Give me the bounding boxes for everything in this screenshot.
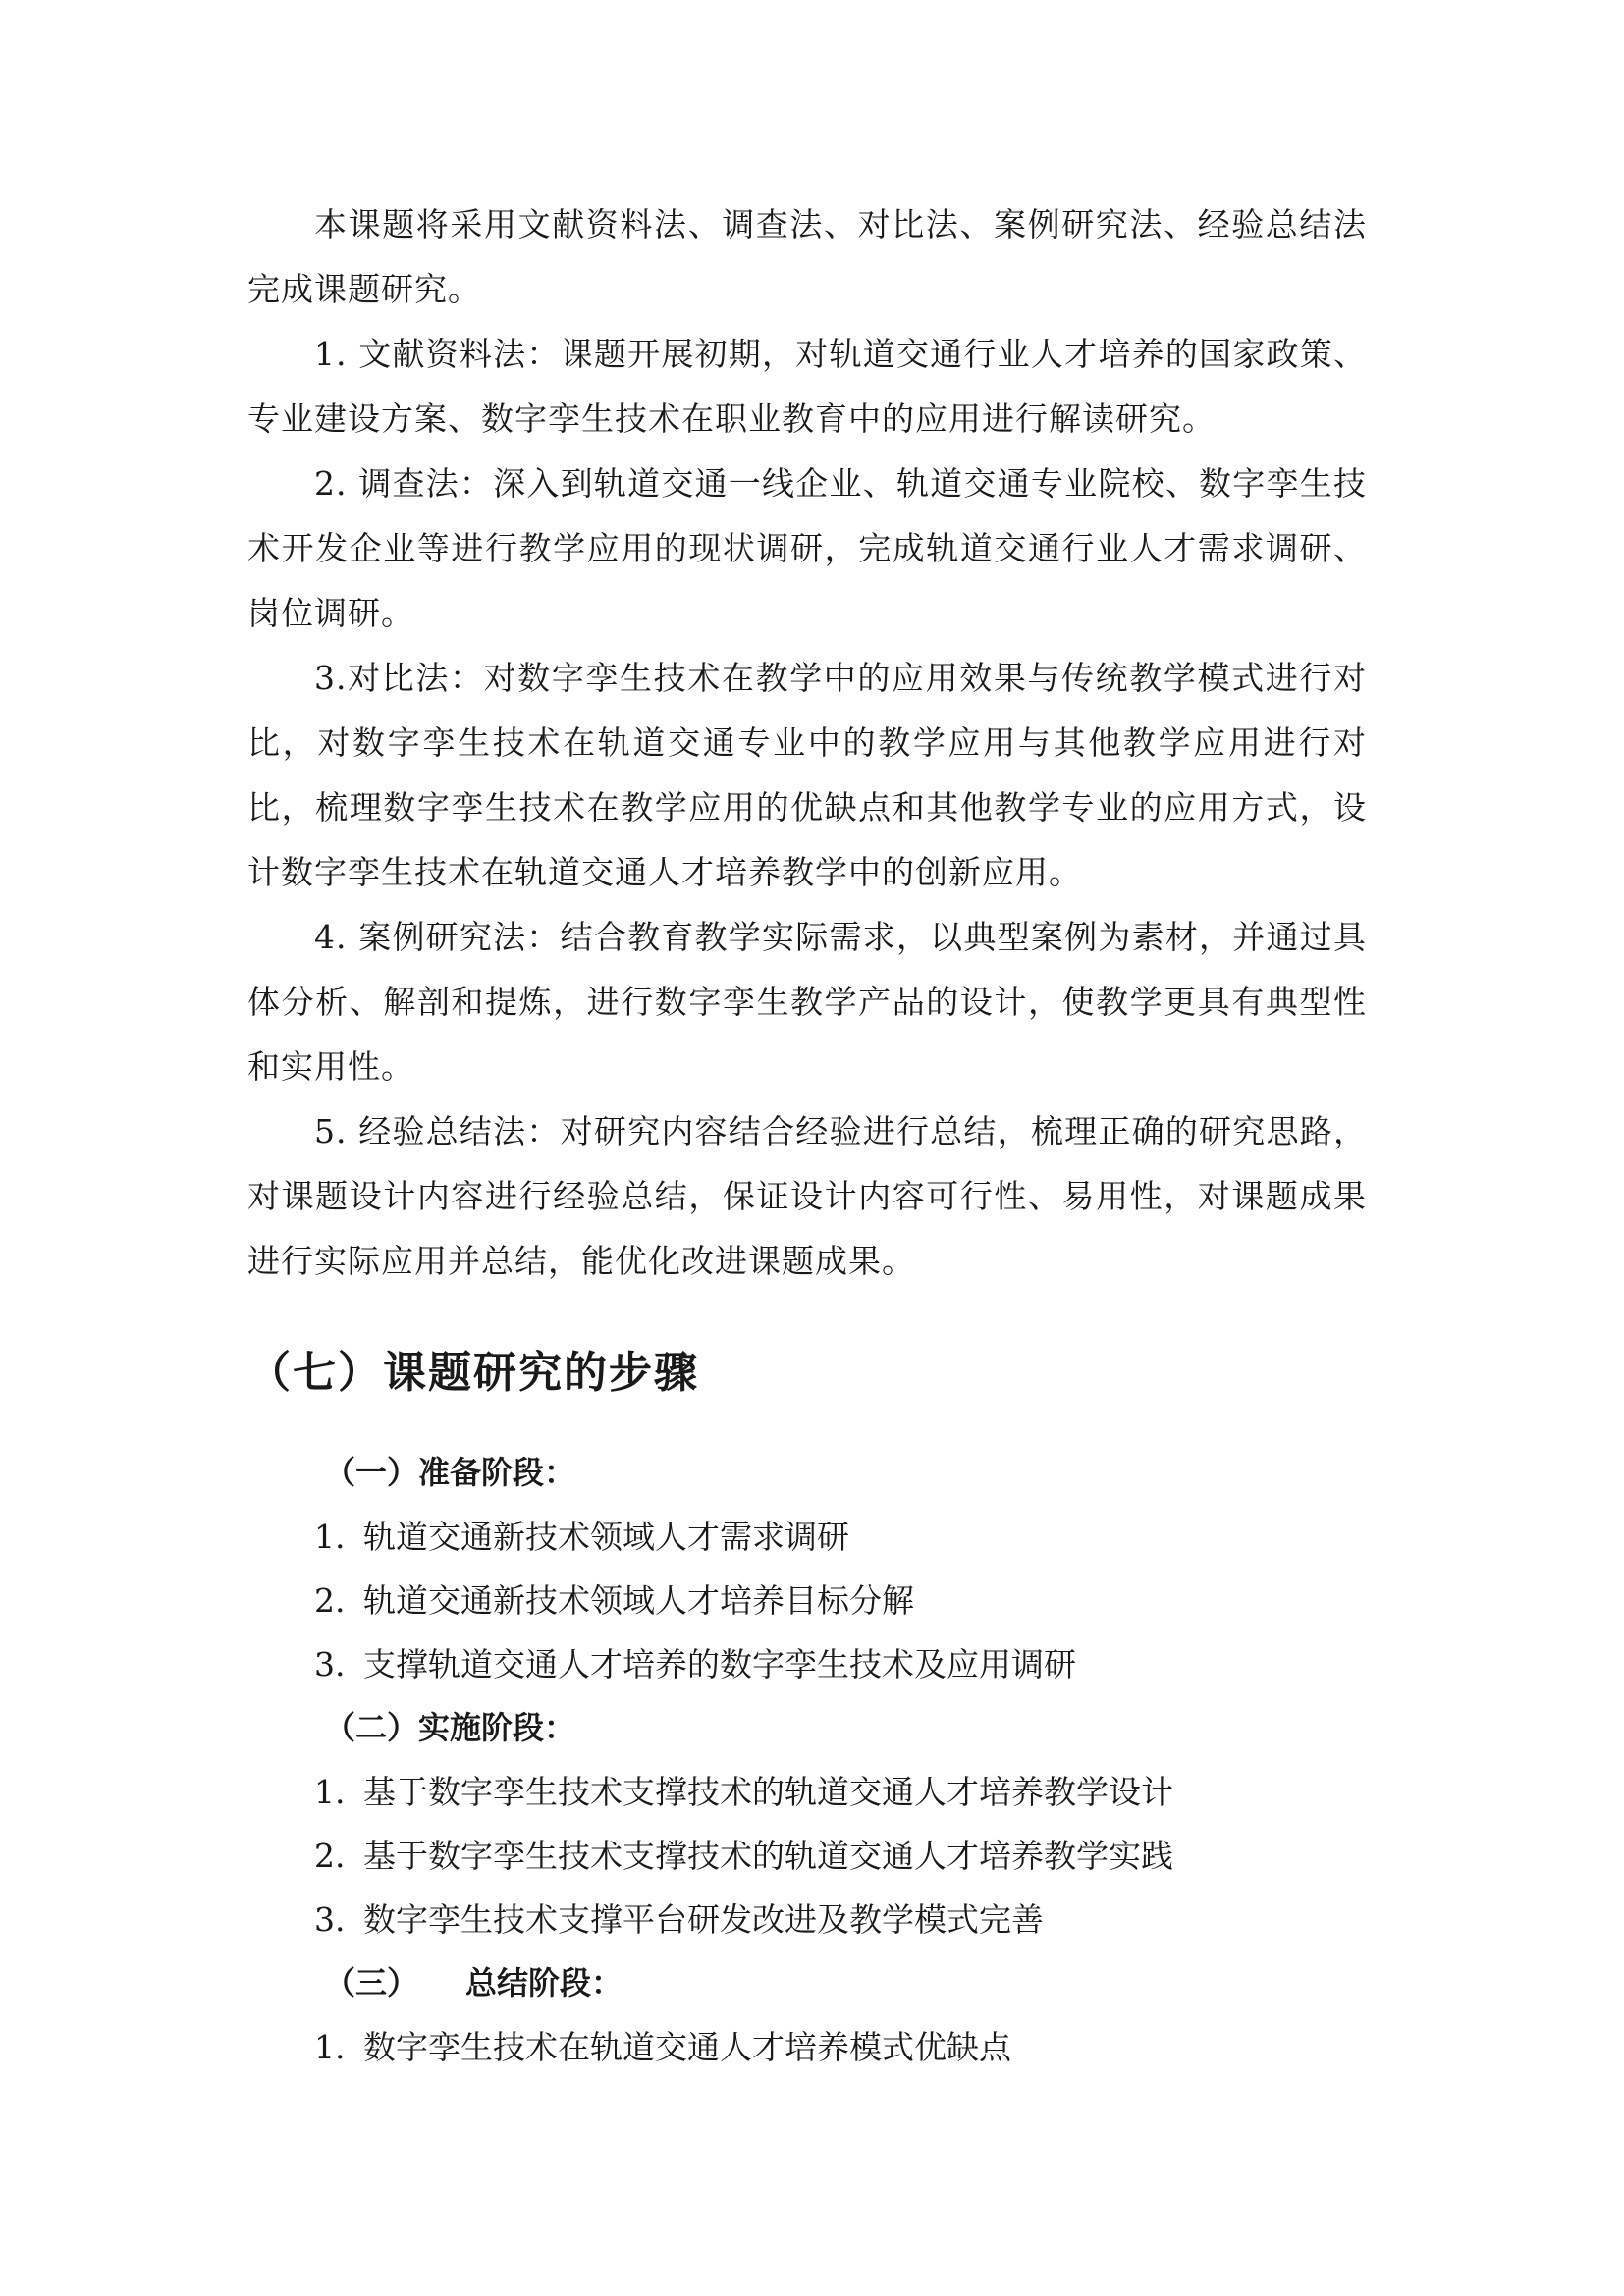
section-heading-steps: （七）课题研究的步骤 — [247, 1348, 699, 1398]
stage-summary — [314, 1951, 1355, 2079]
list-number: 1. — [314, 1773, 346, 1811]
list-text: 数字孪生技术在轨道交通人才培养模式优缺点 — [363, 2028, 1011, 2066]
list-item — [314, 2015, 1355, 2079]
methods-section — [247, 192, 1367, 1294]
list-item — [314, 1888, 1355, 1951]
stage-implementation — [314, 1696, 1355, 1951]
list-text: 基于数字孪生技术支撑技术的轨道交通人才培养教学设计 — [363, 1773, 1173, 1811]
list-text: 基于数字孪生技术支撑技术的轨道交通人才培养教学实践 — [363, 1837, 1173, 1875]
stage-heading-implementation: （二）实施阶段： — [324, 1709, 576, 1746]
list-number: 3. — [314, 1900, 346, 1939]
list-item — [314, 1824, 1355, 1888]
list-number: 3. — [314, 1645, 346, 1683]
list-text: 支撑轨道交通人才培养的数字孪生技术及应用调研 — [363, 1645, 1076, 1683]
stage-preparation-list — [314, 1505, 1355, 1696]
method-experience-summary: 5. 经验总结法：对研究内容结合经验进行总结，梳理正确的研究思路，对课题设计内容进行经验总结，保证设计内容可行性、易用性，对课题成果进行实际应用并总结，能优化改进课题成果。 — [247, 1112, 1367, 1280]
list-item — [314, 1632, 1355, 1696]
list-number: 2. — [314, 1837, 346, 1875]
list-item — [314, 1569, 1355, 1632]
list-number: 2. — [314, 1581, 346, 1620]
stage-heading-summary — [314, 1951, 1355, 2015]
method-case-study: 4. 案例研究法：结合教育教学实际需求，以典型案例为素材，并通过具体分析、解剖和提炼，进行数字孪生教学产品的设计，使教学更具有典型性和实用性。 — [247, 918, 1367, 1086]
stage-summary-list — [314, 2015, 1355, 2079]
list-text: 轨道交通新技术领域人才培养目标分解 — [363, 1581, 914, 1620]
list-text: 轨道交通新技术领域人才需求调研 — [363, 1518, 849, 1556]
list-item — [314, 1760, 1355, 1824]
stage-heading-preparation: （一）准备阶段： — [324, 1454, 576, 1491]
stage-preparation — [314, 1441, 1355, 1696]
list-number: 1. — [314, 1518, 346, 1556]
methods-intro: 本课题将采用文献资料法、调查法、对比法、案例研究法、经验总结法完成课题研究。 — [247, 205, 1367, 308]
method-comparison: 3.对比法：对数字孪生技术在教学中的应用效果与传统教学模式进行对比，对数字孪生技术在轨道交通专业中的教学应用与其他教学应用进行对比，梳理数字孪生技术在教学应用的优缺点和其他教学专业的应用方式，设计数字孪生技术在轨道交通人才培养教学中的创新应用。 — [247, 659, 1367, 891]
stage-heading-prefix: （三） — [324, 1964, 419, 2002]
list-number: 1. — [314, 2028, 346, 2066]
list-item — [314, 1505, 1355, 1569]
method-literature: 1. 文献资料法：课题开展初期，对轨道交通行业人才培养的国家政策、专业建设方案、数字孪生技术在职业教育中的应用进行解读研究。 — [247, 335, 1367, 438]
steps-stages — [314, 1441, 1355, 2079]
list-text: 数字孪生技术支撑平台研发改进及教学模式完善 — [363, 1900, 1044, 1939]
method-survey: 2. 调查法：深入到轨道交通一线企业、轨道交通专业院校、数字孪生技术开发企业等进行教学应用的现状调研，完成轨道交通行业人才需求调研、岗位调研。 — [247, 464, 1367, 632]
stage-implementation-list — [314, 1760, 1355, 1951]
stage-heading-text: 总结阶段： — [465, 1964, 623, 2002]
